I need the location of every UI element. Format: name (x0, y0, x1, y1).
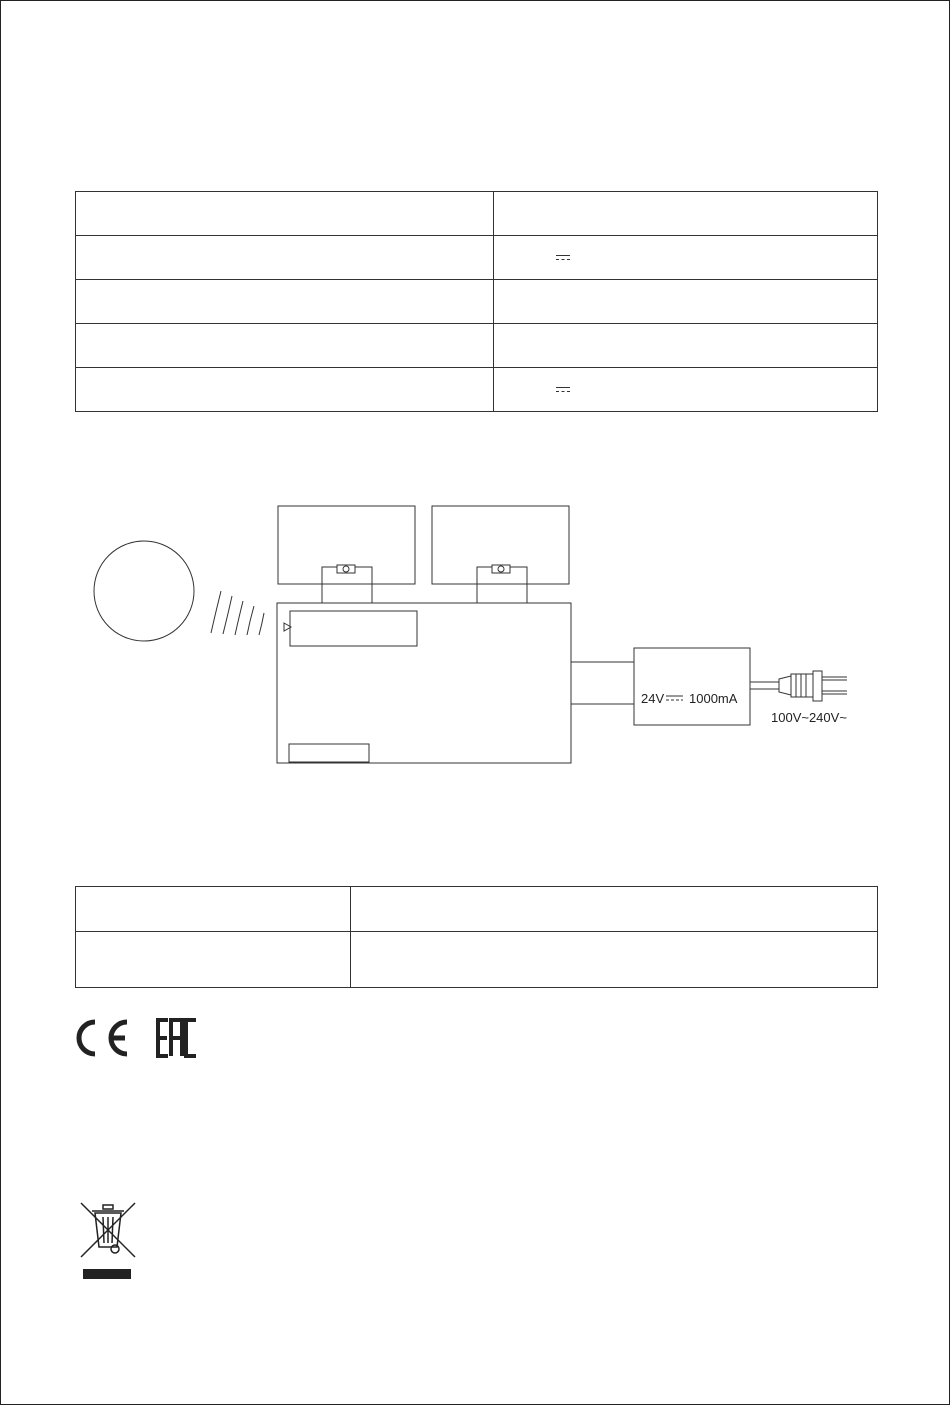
wiring-diagram (1, 1, 949, 801)
ce-mark-logo (73, 1018, 133, 1058)
signal-waves-icon (211, 591, 264, 635)
spec-table-bottom (75, 886, 878, 988)
power-supply-box (634, 648, 750, 725)
power-supply-voltage: 24V (641, 691, 665, 706)
crossed-out-wheelie-bin-icon (79, 1199, 139, 1281)
cable-connector-2-icon (492, 565, 510, 573)
table-cell-label (76, 887, 351, 932)
remote-control-icon (94, 541, 194, 641)
cable-connector-1-icon (337, 565, 355, 573)
eac-mark-logo (156, 1018, 198, 1058)
power-supply-current: 1000mA (689, 691, 738, 706)
table-row (76, 887, 878, 932)
mains-input-label: 100V~240V~ (771, 710, 847, 725)
table-cell-value (351, 932, 878, 988)
table-cell-label (76, 932, 351, 988)
power-plug-icon (779, 671, 847, 701)
table-cell-value (351, 887, 878, 932)
table-row (76, 932, 878, 988)
controller-box (277, 603, 571, 763)
